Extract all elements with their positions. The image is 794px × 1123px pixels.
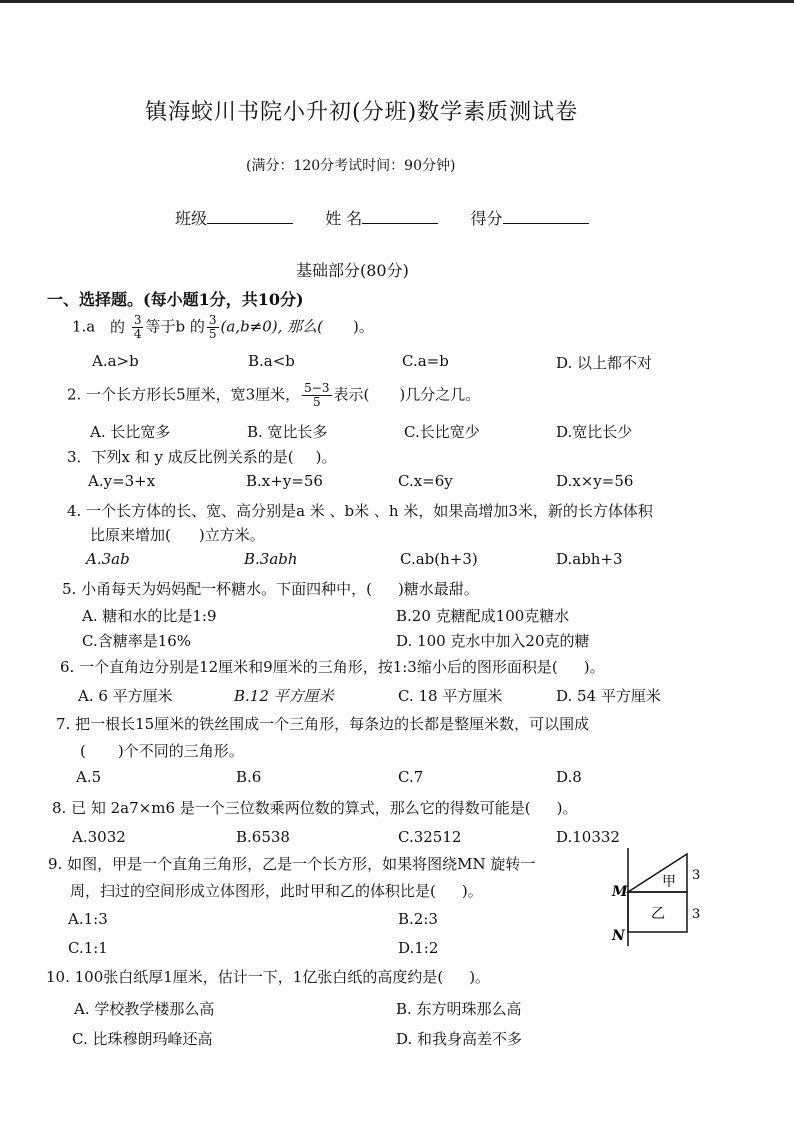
class-blank[interactable]	[207, 223, 293, 224]
label-m: M	[612, 884, 628, 900]
question-6	[60, 656, 605, 677]
q1-text-b: 的	[110, 317, 126, 336]
q7-open: (	[80, 742, 86, 760]
q2-option-d: D.宽比长少	[556, 423, 633, 441]
q7-close: )个不同的三角形。	[117, 742, 244, 760]
class-label: 班级	[175, 209, 208, 228]
q5-text: 5. 小甬每天为妈妈配一杯糖水。下面四种中，(	[62, 580, 372, 598]
triangle-jia	[628, 854, 687, 892]
q8-option-c: C.32512	[398, 828, 462, 846]
q6-option-d: D. 54 平方厘米	[556, 687, 661, 705]
q3-option-a: A.y=3+x	[88, 472, 156, 490]
q2-fraction: $\frac{5-3}{5}$	[304, 381, 330, 409]
q9-figure	[610, 848, 720, 948]
q6-option-c: C. 18 平方厘米	[398, 687, 503, 705]
q7-option-c: C.7	[398, 768, 424, 786]
q1-text-e: )。	[353, 317, 374, 336]
q10-option-c: C. 比珠穆朗玛峰还高	[72, 1030, 213, 1048]
label-yi: 乙	[651, 906, 665, 922]
info-fields	[175, 206, 589, 229]
q4-option-b: B.3abh	[244, 550, 298, 568]
q2-option-a: A. 长比宽多	[90, 423, 171, 441]
q9-option-b: B.2:3	[398, 910, 438, 928]
q10-option-b: B. 东方明珠那么高	[396, 1000, 522, 1018]
q5-option-b: B.20 克糖配成100克糖水	[396, 607, 570, 625]
q2-text-a: 2. 一个长方形长5厘米，宽3厘米，	[67, 385, 301, 404]
q3-option-b: B.x+y=56	[246, 472, 323, 490]
q5-option-d: D. 100 克水中加入20克的糖	[396, 632, 590, 650]
question-8	[52, 797, 577, 818]
q3-option-c: C.x=6y	[398, 472, 453, 490]
q8-option-b: B.6538	[236, 828, 290, 846]
section-title: 基础部分(80分)	[296, 261, 409, 280]
name-blank[interactable]	[362, 223, 438, 224]
q8-text: 8. 已 知 2a7×m6 是一个三位数乘两位数的算式，那么它的得数可能是(	[52, 799, 531, 817]
question-10	[46, 966, 490, 987]
q9-option-c: C.1:1	[68, 939, 108, 957]
q5-close: )糖水最甜。	[397, 580, 479, 598]
q4-option-c: C.ab(h+3)	[400, 550, 478, 568]
question-9-line1: 9. 如图，甲是一个直角三角形，乙是一个长方形，如果将图绕MN 旋转一	[48, 855, 536, 873]
q1-text-a: 1.a	[72, 317, 96, 336]
question-7-line1: 7. 把一根长15厘米的铁丝围成一个三角形，每条边的长都是整厘米数，可以围成	[56, 715, 590, 733]
q9-option-d: D.1:2	[398, 939, 439, 957]
score-label: 得分	[470, 209, 503, 228]
score-blank[interactable]	[503, 223, 589, 224]
q6-text: 6. 一个直角边分别是12厘米和9厘米的三角形，按1:3缩小后的图形面积是(	[60, 658, 558, 676]
label-side-1: 3	[692, 868, 701, 883]
q10-close: )。	[469, 968, 491, 986]
q2-text-b: 表示(	[333, 385, 370, 404]
q4-option-d: D.abh+3	[556, 550, 623, 568]
q10-text: 10. 100张白纸厚1厘米，估计一下，1亿张白纸的高度约是(	[46, 968, 444, 986]
q4-text: 比原来增加(	[90, 526, 171, 544]
q1-option-b: B.a<b	[248, 352, 295, 370]
question-3	[67, 446, 337, 467]
question-7-line2	[80, 740, 244, 761]
q7-option-d: D.8	[556, 768, 582, 786]
label-side-2: 3	[692, 907, 701, 922]
q1-option-d: D. 以上都不对	[556, 354, 653, 372]
label-jia: 甲	[662, 874, 676, 890]
question-4-line1: 4. 一个长方体的长、宽、高分别是a 米 、b米 、h 米，如果高增加3米，新的长方体体积	[67, 502, 653, 520]
q3-text: 3．下列x 和 y 成反比例关系的是(	[67, 448, 294, 466]
q6-option-b: B.12 平方厘米	[234, 687, 334, 705]
label-n: N	[612, 928, 625, 944]
q4-close: )立方米。	[198, 526, 265, 544]
q7-option-a: A.5	[76, 768, 102, 786]
part1-heading: 一、选择题。(每小题1分，共10分)	[47, 290, 304, 309]
q1-text-c: 等于b 的	[145, 317, 205, 336]
q2-option-c: C.长比宽少	[404, 423, 480, 441]
page-title: 镇海蛟川书院小升初(分班)数学素质测试卷	[145, 100, 579, 125]
q2-option-b: B. 宽比长多	[247, 423, 328, 441]
q7-option-b: B.6	[236, 768, 262, 786]
q2-text-c: )几分之几。	[399, 385, 481, 404]
q3-close: )。	[315, 448, 337, 466]
q5-option-a: A. 糖和水的比是1:9	[82, 607, 217, 625]
q10-option-a: A. 学校教学楼那么高	[74, 1000, 215, 1018]
q8-option-d: D.10332	[556, 828, 620, 846]
q1-fraction-2: $\frac{3}{5}$	[208, 313, 217, 341]
q10-option-d: D. 和我身高差不多	[396, 1030, 523, 1048]
q5-option-c: C.含糖率是16%	[82, 632, 192, 650]
q1-option-a: A.a>b	[92, 352, 139, 370]
q1-text-d: (a,b≠0), 那么(	[220, 317, 324, 336]
question-5	[62, 578, 479, 599]
question-9-line2	[70, 880, 483, 901]
q1-fraction-1: $\frac{3}{4}$	[133, 313, 142, 341]
top-border	[0, 0, 794, 3]
name-label: 姓 名	[325, 209, 363, 228]
question-2	[67, 382, 480, 409]
exam-subtitle: (满分：120分考试时间：90分钟)	[246, 158, 456, 174]
q8-option-a: A.3032	[72, 828, 126, 846]
q8-close: )。	[556, 799, 578, 817]
q1-option-c: C.a=b	[402, 352, 449, 370]
q9-option-a: A.1:3	[68, 910, 108, 928]
question-4-line2	[90, 524, 265, 545]
q9-text: 周，扫过的空间形成立体图形，此时甲和乙的体积比是(	[70, 882, 436, 900]
q9-close: )。	[461, 882, 483, 900]
q6-close: )。	[583, 658, 605, 676]
question-1	[72, 314, 374, 341]
q6-option-a: A. 6 平方厘米	[78, 687, 173, 705]
q4-option-a: A.3ab	[86, 550, 130, 568]
q3-option-d: D.x×y=56	[556, 472, 634, 490]
